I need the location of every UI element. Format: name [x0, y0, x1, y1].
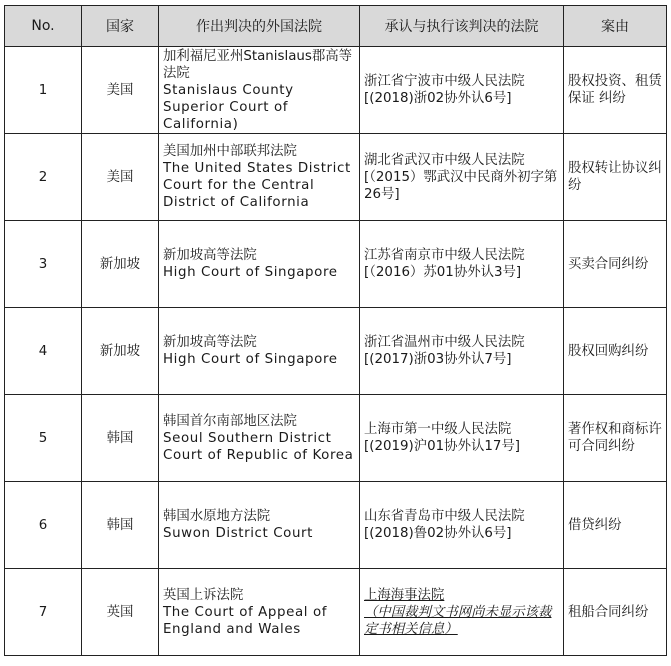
- case-number: [（2015）鄂武汉中民商外初字第26号]: [364, 169, 558, 202]
- table-row: [5, 221, 667, 308]
- cell-no: 2: [5, 134, 82, 221]
- cell-country: 新加坡: [82, 221, 159, 308]
- cell-country: 新加坡: [82, 308, 159, 395]
- recognizing-court-text: 上海海事法院: [364, 587, 445, 603]
- recognizing-court-name: 山东省青岛市中级人民法院: [364, 509, 525, 524]
- recognizing-court-name: 湖北省武汉市中级人民法院: [364, 152, 525, 168]
- cell-country: 韩国: [82, 482, 159, 569]
- cell-recognizing-court: [360, 134, 564, 221]
- cell-country: 英国: [82, 569, 159, 656]
- judgments-table-wrapper: [4, 5, 666, 656]
- cell-country: 美国: [82, 47, 159, 134]
- cell-foreign-court: [159, 134, 360, 221]
- cell-no: 1: [5, 47, 82, 134]
- recognizing-court-name: 浙江省宁波市中级人民法院: [364, 74, 525, 89]
- case-number: [（2016）苏01协外认3号]: [364, 265, 522, 280]
- case-number-note: （中国裁判文书网尚未显示该裁定书相关信息）: [364, 604, 552, 637]
- case-number: [(2019)沪01协外认17号]: [364, 439, 521, 454]
- court-name-en: The United States District Court for the Central District of California: [163, 161, 351, 210]
- table-row: [5, 47, 667, 134]
- recognizing-court-name: 江苏省南京市中级人民法院: [364, 248, 525, 263]
- cell-recognizing-court: [360, 221, 564, 308]
- recognizing-court-name: [364, 587, 560, 638]
- cell-no: 3: [5, 221, 82, 308]
- cell-foreign-court: [159, 47, 360, 134]
- header-no: No.: [5, 6, 82, 47]
- court-name-en: Stanislaus County Superior Court of California): [163, 82, 294, 132]
- cell-no: 5: [5, 395, 82, 482]
- table-row: [5, 569, 667, 656]
- table-row: [5, 395, 667, 482]
- cell-recognizing-court: [360, 482, 564, 569]
- court-name-en: High Court of Singapore: [163, 352, 338, 367]
- table-header: [5, 6, 667, 47]
- table-row: [5, 134, 667, 221]
- court-name-en: Suwon District Court: [163, 526, 314, 541]
- cell-country: 美国: [82, 134, 159, 221]
- cell-cause: 著作权和商标许可合同纠纷: [564, 395, 667, 482]
- cell-recognizing-court: [360, 308, 564, 395]
- court-name-cn: 加利福尼亚州Stanislaus郡高等法院: [163, 48, 353, 81]
- cell-foreign-court: [159, 395, 360, 482]
- cell-no: 6: [5, 482, 82, 569]
- cell-recognizing-court: [360, 569, 564, 656]
- case-number: [(2018)鲁02协外认6号]: [364, 526, 512, 541]
- judgments-table: [4, 5, 667, 656]
- case-number: [(2018)浙02协外认6号]: [364, 91, 512, 106]
- cell-foreign-court: [159, 221, 360, 308]
- header-row: [5, 6, 667, 47]
- header-country: 国家: [82, 6, 159, 47]
- cell-recognizing-court: [360, 47, 564, 134]
- cell-no: 7: [5, 569, 82, 656]
- cell-foreign-court: [159, 482, 360, 569]
- header-foreign-court: 作出判决的外国法院: [159, 6, 360, 47]
- court-name-cn: 新加坡高等法院: [163, 248, 257, 263]
- court-name-en: The Court of Appeal of England and Wales: [163, 604, 328, 637]
- court-name-cn: 韩国首尔南部地区法院: [163, 413, 297, 429]
- cell-cause: 借贷纠纷: [564, 482, 667, 569]
- cell-cause: 买卖合同纠纷: [564, 221, 667, 308]
- table-body: [5, 47, 667, 656]
- header-recognizing-court: 承认与执行该判决的法院: [360, 6, 564, 47]
- cell-cause: 股权投资、租赁保证 纠纷: [564, 47, 667, 134]
- court-name-en: Seoul Southern District Court of Republic of Korea: [163, 430, 354, 463]
- cell-no: 4: [5, 308, 82, 395]
- cell-foreign-court: [159, 569, 360, 656]
- court-name-cn: 英国上诉法院: [163, 587, 244, 603]
- cell-foreign-court: [159, 308, 360, 395]
- cell-recognizing-court: [360, 395, 564, 482]
- court-name-cn: 韩国水原地方法院: [163, 509, 271, 524]
- court-name-en: High Court of Singapore: [163, 265, 338, 280]
- cell-cause: 股权转让协议纠纷: [564, 134, 667, 221]
- cell-cause: 租船合同纠纷: [564, 569, 667, 656]
- table-row: [5, 308, 667, 395]
- recognizing-court-name: 浙江省温州市中级人民法院: [364, 335, 525, 350]
- cell-country: 韩国: [82, 395, 159, 482]
- case-number: [(2017)浙03协外认7号]: [364, 352, 512, 367]
- cell-cause: 股权回购纠纷: [564, 308, 667, 395]
- recognizing-court-name: 上海市第一中级人民法院: [364, 422, 512, 437]
- court-name-cn: 美国加州中部联邦法院: [163, 144, 297, 159]
- court-name-cn: 新加坡高等法院: [163, 335, 257, 350]
- header-cause: 案由: [564, 6, 667, 47]
- table-row: [5, 482, 667, 569]
